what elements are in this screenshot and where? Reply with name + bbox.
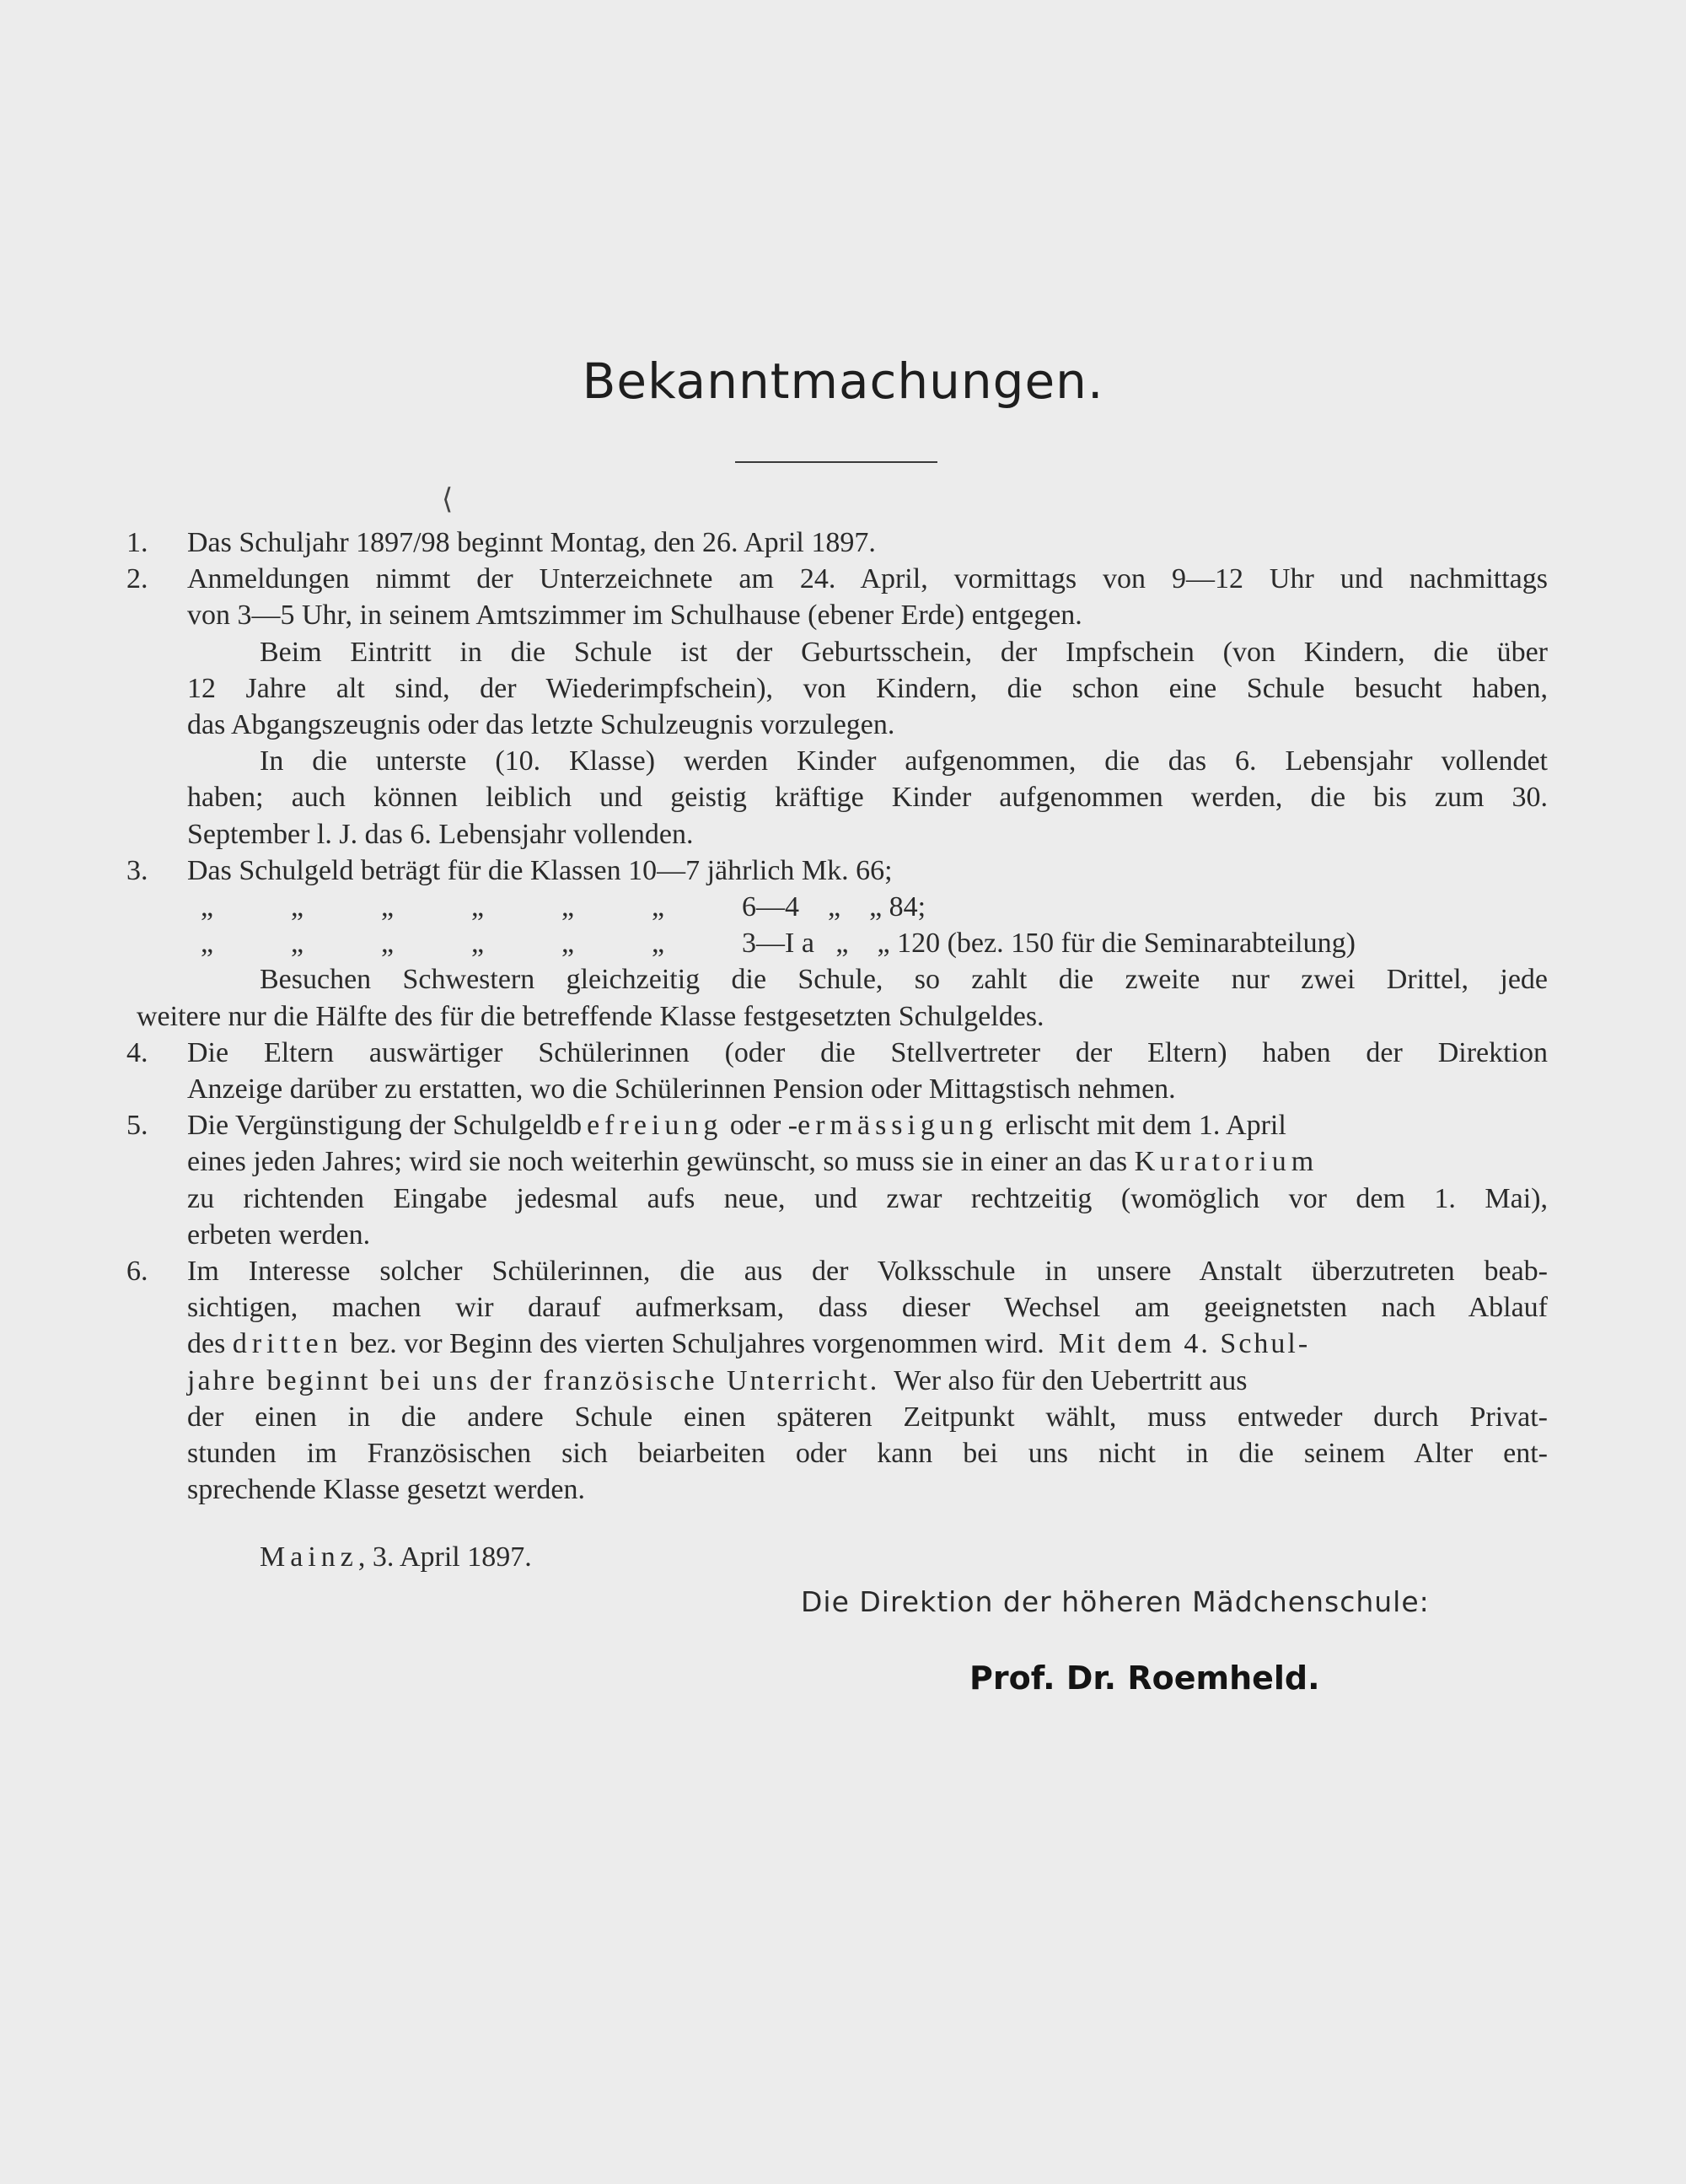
item-number: 5. xyxy=(126,1110,148,1142)
ditto-mark: „ xyxy=(652,891,665,923)
spaced-word: jahre beginnt bei uns der französische Unterricht. xyxy=(187,1364,880,1396)
item-text xyxy=(187,1326,1548,1362)
item-number: 2. xyxy=(126,563,148,595)
text-part: erlischt mit dem 1. April xyxy=(1005,1110,1286,1142)
item-number: 1. xyxy=(126,527,148,558)
place-name: Mainz xyxy=(260,1541,358,1573)
item-text: In die unterste (10. Klasse) werden Kinder aufgenommen, die das 6. Lebensjahr vollendet xyxy=(260,745,1548,777)
spaced-word: ermässigung xyxy=(797,1110,998,1142)
fee-text: 3—I a „ „ 120 (bez. 150 für die Seminarabteilung) xyxy=(742,928,1356,960)
text-part: oder - xyxy=(729,1110,798,1142)
text-part: Die Vergünstigung der Schulgeld xyxy=(187,1110,568,1142)
ditto-mark: „ xyxy=(381,891,395,923)
item-text: Anmeldungen nimmt der Unterzeichnete am 24. April, vormittags von 9—12 Uhr und nachmittags xyxy=(187,563,1548,595)
spaced-word: dritten xyxy=(232,1328,343,1360)
item-text: von 3—5 Uhr, in seinem Amtszimmer im Schulhause (ebener Erde) entgegen. xyxy=(187,600,1082,632)
ditto-mark: „ xyxy=(201,891,214,923)
item-text xyxy=(187,1143,1548,1180)
item-number: 4. xyxy=(126,1036,148,1068)
item-text xyxy=(187,1107,1548,1143)
list-item-6 xyxy=(126,1253,1548,1508)
list-item-1 xyxy=(126,524,1548,561)
fee-row xyxy=(187,925,1548,961)
item-text: erbeten werden. xyxy=(187,1218,371,1251)
item-text xyxy=(187,1363,1548,1399)
ditto-mark: „ xyxy=(471,928,485,960)
item-text: Besuchen Schwestern gleichzeitig die Schule, so zahlt die zweite nur zwei Drittel, jede xyxy=(260,964,1548,996)
item-text: zu richtenden Eingabe jedesmal aufs neue, und zwar rechtzeitig (womöglich vor dem 1. Mai), xyxy=(187,1182,1548,1214)
spaced-word: befreiung xyxy=(567,1110,723,1142)
date-text: , 3. April 1897. xyxy=(357,1541,532,1573)
ditto-mark: „ xyxy=(561,891,575,923)
ditto-mark: „ xyxy=(201,928,214,960)
spaced-word: Kuratorium xyxy=(1134,1146,1319,1178)
item-number: 3. xyxy=(126,854,148,886)
item-text: Im Interesse solcher Schülerinnen, die aus der Volksschule in unsere Anstalt überzutreten beab- xyxy=(187,1256,1548,1288)
item-text: der einen in die andere Schule einen späteren Zeitpunkt wählt, muss entweder durch Privat- xyxy=(187,1401,1548,1433)
item-text: das Abgangszeugnis oder das letzte Schulzeugnis vorzulegen. xyxy=(187,709,895,741)
item-number: 6. xyxy=(126,1256,148,1288)
item-text: sichtigen, machen wir darauf aufmerksam, dass dieser Wechsel am geeignetsten nach Ablauf xyxy=(187,1292,1548,1324)
text-part: eines jeden Jahres; wird sie noch weiterhin gewünscht, so muss sie in einer an das xyxy=(187,1146,1128,1178)
item-text: haben; auch können leiblich und geistig kräftige Kinder aufgenommen werden, die bis zum 30. xyxy=(187,782,1548,814)
signature: Prof. Dr. Roemheld. xyxy=(969,1660,1320,1697)
ditto-mark: „ xyxy=(561,928,575,960)
text-part: Wer also für den Uebertritt aus xyxy=(894,1364,1248,1396)
fee-text: 6—4 „ „ 84; xyxy=(742,891,926,923)
list-item-3 xyxy=(126,853,1548,998)
item-text: Anzeige darüber zu erstatten, wo die Schülerinnen Pension oder Mittagstisch nehmen. xyxy=(187,1073,1176,1105)
announcement-list xyxy=(126,524,1548,1508)
place-date xyxy=(260,1541,532,1573)
item-text: September l. J. das 6. Lebensjahr vollenden. xyxy=(187,818,694,850)
fee-row xyxy=(187,889,1548,925)
stray-mark: ⟨ xyxy=(442,482,454,516)
text-part: des xyxy=(187,1328,226,1360)
ditto-mark: „ xyxy=(381,928,395,960)
item-text: weitere nur die Hälfte des für die betreffende Klasse festgesetzten Schulgeldes. xyxy=(137,1000,1044,1032)
text-part: bez. vor Beginn des vierten Schuljahres vorgenommen wird. xyxy=(350,1328,1044,1360)
page-title: Bekanntmachungen. xyxy=(582,352,1104,410)
list-item-2 xyxy=(126,561,1548,853)
ditto-mark: „ xyxy=(291,891,304,923)
list-item-4 xyxy=(126,1035,1548,1107)
item-text: Das Schuljahr 1897/98 beginnt Montag, den 26. April 1897. xyxy=(187,527,876,558)
list-item-5 xyxy=(126,1107,1548,1253)
item-text: Das Schulgeld beträgt für die Klassen 10—7 jährlich Mk. 66; xyxy=(187,854,893,886)
direction-line: Die Direktion der höheren Mädchenschule: xyxy=(801,1585,1430,1618)
item-text: Die Eltern auswärtiger Schülerinnen (oder die Stellvertreter der Eltern) haben der Direktion xyxy=(187,1036,1548,1068)
item-text: Beim Eintritt in die Schule ist der Geburtsschein, der Impfschein (von Kindern, die über xyxy=(260,636,1548,668)
spaced-word: Mit dem 4. Schul- xyxy=(1058,1328,1311,1360)
item-text: stunden im Französischen sich beiarbeiten oder kann bei uns nicht in die seinem Alter ent- xyxy=(187,1438,1548,1470)
ditto-mark: „ xyxy=(471,891,485,923)
ditto-mark: „ xyxy=(652,928,665,960)
item-text: 12 Jahre alt sind, der Wiederimpfschein), von Kindern, die schon eine Schule besucht haben, xyxy=(187,672,1548,704)
ditto-mark: „ xyxy=(291,928,304,960)
item-text: sprechende Klasse gesetzt werden. xyxy=(187,1474,586,1506)
title-divider xyxy=(735,461,937,463)
